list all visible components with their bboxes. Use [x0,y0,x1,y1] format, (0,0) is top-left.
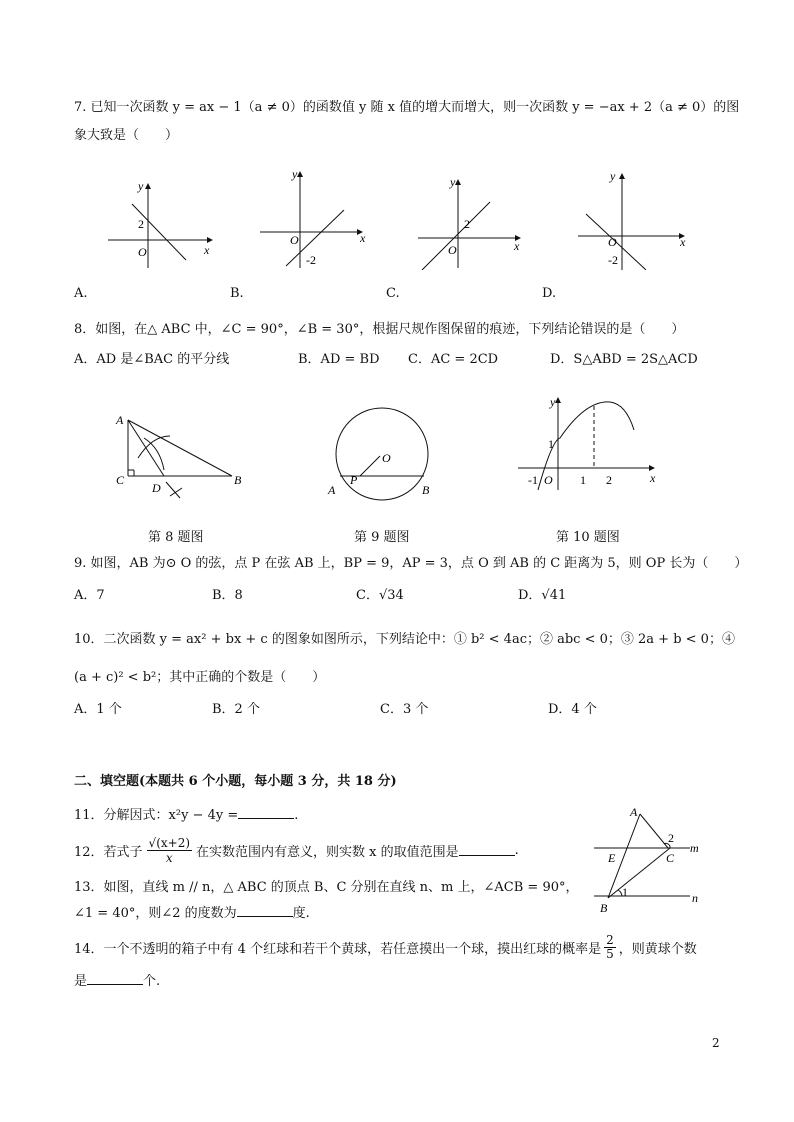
svg-text:2: 2 [606,473,612,487]
svg-text:B: B [600,901,608,914]
svg-text:2: 2 [668,831,674,845]
svg-text:-2: -2 [608,253,618,267]
svg-text:x: x [680,235,686,249]
q8-option-c: C．AC = 2CD [408,352,499,367]
figure-10 [514,394,664,494]
graph-a [108,179,212,268]
svg-text:A: A [328,483,336,497]
q13-line1: 13．如图，直线 m // n，△ ABC 的顶点 B、C 分别在直线 n、m 上，∠ACB = 90°， [74,880,579,895]
fig10-caption: 第 10 题图 [556,530,620,545]
q10-line2: (a + c)² < b²；其中正确的个数是（ ） [74,670,326,685]
svg-text:y: y [450,175,456,189]
q14-line1: 14．一个不透明的箱子中有 4 个红球和若干个黄球，若任意摸出一个球，摸出红球的概率是 2 5 ，则黄球个数 [74,933,697,961]
q14-line2: 是 个. [74,974,161,989]
q10-option-c: C．3 个 [380,702,429,717]
fig9-caption: 第 9 题图 [354,530,410,545]
q7-line2: 象大致是（ ） [74,128,179,143]
svg-text:B: B [234,473,242,487]
figure-9 [322,406,442,502]
graph-a-y: y [138,179,144,193]
q12: 12．若式子 √(x+2) x 在实数范围内有意义，则实数 x 的取值范围是 . [74,836,519,865]
figure-8 [108,408,258,504]
graph-a-x: x [204,243,210,257]
graph-a-o: O [138,245,147,259]
svg-text:n: n [692,891,698,905]
svg-text:y: y [550,395,556,409]
svg-text:O: O [608,235,617,249]
q8-stem: 8．如图，在△ ABC 中，∠C = 90°，∠B = 30°，根据尺规作图保留的痕迹，下列结论错误的是（ ） [74,322,685,337]
svg-text:y: y [292,170,298,181]
svg-text:O: O [544,473,553,487]
q10-option-d: D．4 个 [548,702,597,717]
q8-option-d: D．S△ABD = 2S△ACD [550,352,698,367]
q12-blank [459,845,515,856]
page-number: 2 [712,1036,720,1050]
svg-text:x: x [360,231,366,245]
svg-text:B: B [422,483,430,497]
svg-text:1: 1 [622,885,628,899]
svg-text:A: A [116,413,124,427]
svg-text:x: x [514,239,520,253]
svg-text:O: O [290,233,299,247]
q14-fraction: 2 5 [606,933,614,961]
figure-13 [590,804,710,914]
q11: 11．分解因式：x²y − 4y = . [74,808,299,823]
graph-d [578,170,686,270]
q9-stem: 9. 如图，AB 为⊙ O 的弦，点 P 在弦 AB 上，BP = 9，AP = 3，点 O 到 AB 的 C 距离为 5，则 OP 长为（ ） [74,556,748,571]
q13-line2: ∠1 = 40°，则∠2 的度数为 度. [74,906,310,921]
svg-text:x: x [650,471,656,485]
svg-text:C: C [116,473,125,487]
svg-text:y: y [610,170,616,183]
svg-text:m: m [690,841,699,855]
svg-text:P: P [350,473,358,487]
svg-text:E: E [608,851,616,865]
q10-option-a: A．1 个 [74,702,122,717]
q8-option-b: B．AD = BD [298,352,380,367]
q10-line1: 10．二次函数 y = ax² + bx + c 的图象如图所示，下列结论中：① b² < 4ac；② abc < 0；③ 2a + b < 0；④ [74,632,735,647]
q7-line1: 7. 已知一次函数 y = ax − 1（a ≠ 0）的函数值 y 随 x 值的增大而增大，则一次函数 y = −ax + 2（a ≠ 0）的图 [74,100,740,115]
section-2-heading: 二、填空题(本题共 6 个小题，每小题 3 分，共 18 分) [74,774,397,789]
svg-text:C: C [666,851,675,865]
graph-a-2: 2 [138,217,144,231]
q9-option-a: A．7 [74,588,105,603]
svg-text:2: 2 [464,217,470,231]
svg-text:A: A [630,805,638,819]
graph-b [260,170,366,268]
q7-option-a: A. [74,286,88,301]
svg-text:D: D [152,481,161,495]
q9-option-b: B．8 [212,588,243,603]
svg-text:1: 1 [580,473,586,487]
svg-text:-1: -1 [528,473,538,487]
q7-option-b: B. [230,286,244,301]
fig8-caption: 第 8 题图 [148,530,204,545]
q7-graphs [100,170,720,270]
svg-text:O: O [448,243,457,257]
q10-option-b: B．2 个 [212,702,260,717]
q8-option-a: A．AD 是∠BAC 的平分线 [74,352,230,367]
q13-blank [237,906,293,917]
q14-blank [87,974,143,985]
graph-c [418,175,520,270]
q11-blank [238,808,294,819]
svg-text:O: O [382,451,391,465]
q9-option-d: D．√41 [518,588,567,603]
svg-text:1: 1 [548,437,554,451]
q12-fraction: √(x+2) x [148,836,191,865]
q7-option-c: C. [386,286,400,301]
q7-option-d: D. [542,286,557,301]
q9-option-c: C．√34 [356,588,404,603]
svg-text:-2: -2 [306,253,316,267]
